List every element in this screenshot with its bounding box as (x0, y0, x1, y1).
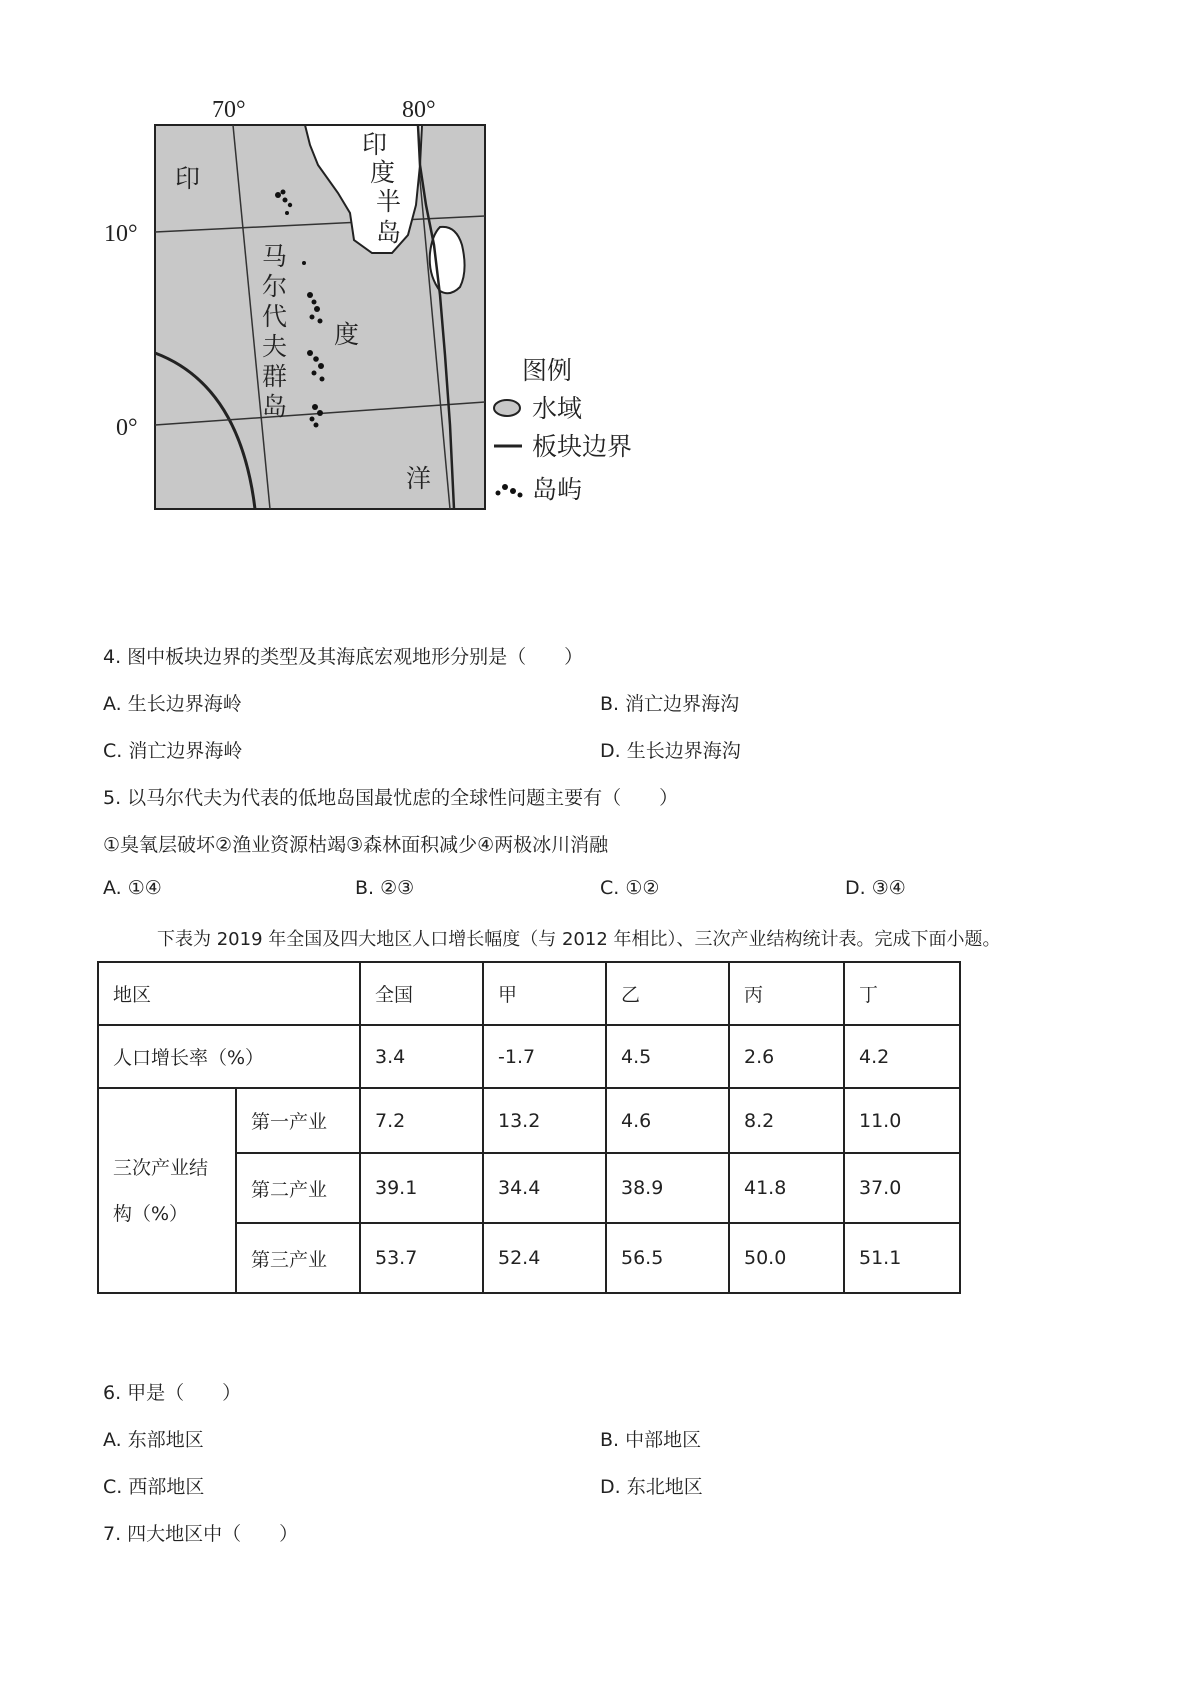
cell-value: 11.0 (844, 1088, 960, 1153)
ocean-char-1: 印 (175, 164, 201, 193)
q6-option-d[interactable]: D. 东北地区 (600, 1476, 703, 1498)
peninsula-char-2: 度 (370, 158, 396, 187)
cell-value: 53.7 (360, 1223, 483, 1293)
q5-option-d[interactable]: D. ③④ (845, 877, 906, 899)
map-legend (494, 356, 632, 504)
cell-value: 41.8 (729, 1153, 844, 1223)
q5-option-b[interactable]: B. ②③ (355, 877, 415, 899)
cell-value: 50.0 (729, 1223, 844, 1293)
legend-title: 图例 (522, 356, 573, 385)
growth-label: 人口增长率（%） (98, 1025, 360, 1088)
map-water-area (155, 125, 485, 509)
lon-label-70: 70° (212, 97, 246, 123)
lat-label-10: 10° (104, 221, 138, 247)
growth-value: 4.2 (844, 1025, 960, 1088)
row-label-tertiary: 第三产业 (236, 1223, 360, 1293)
legend-water-swatch (494, 400, 520, 416)
peninsula-char-1: 印 (362, 130, 388, 159)
cell-value: 34.4 (483, 1153, 606, 1223)
header-col-ding: 丁 (844, 962, 960, 1025)
islands-char-4: 夫 (262, 332, 288, 361)
islands-char-6: 岛 (262, 392, 288, 421)
maldives-map (100, 95, 720, 565)
structure-label (98, 1088, 236, 1293)
growth-value: 2.6 (729, 1025, 844, 1088)
row-label-secondary: 第二产业 (236, 1153, 360, 1223)
structure-label-line1: 三次产业结 (113, 1156, 209, 1179)
legend-islands-label: 岛屿 (532, 475, 583, 504)
q5-option-c[interactable]: C. ①② (600, 877, 660, 899)
cell-value: 51.1 (844, 1223, 960, 1293)
q5-stem: 5. 以马尔代夫为代表的低地岛国最忧虑的全球性问题主要有（ ） (103, 787, 679, 809)
ocean-char-3: 洋 (406, 464, 432, 493)
cell-value: 39.1 (360, 1153, 483, 1223)
header-col-bing: 丙 (729, 962, 844, 1025)
islands-char-1: 马 (262, 242, 288, 271)
cell-value: 7.2 (360, 1088, 483, 1153)
q4-option-c[interactable]: C. 消亡边界海岭 (103, 740, 243, 762)
growth-value: 3.4 (360, 1025, 483, 1088)
legend-water-label: 水域 (532, 394, 583, 423)
q6-stem: 6. 甲是（ ） (103, 1382, 242, 1404)
growth-value: -1.7 (483, 1025, 606, 1088)
header-col-national: 全国 (360, 962, 483, 1025)
row-label-primary: 第一产业 (236, 1088, 360, 1153)
cell-value: 37.0 (844, 1153, 960, 1223)
lon-label-80: 80° (402, 97, 436, 123)
q6-option-b[interactable]: B. 中部地区 (600, 1429, 702, 1451)
q4-option-b[interactable]: B. 消亡边界海沟 (600, 693, 740, 715)
ocean-char-2: 度 (334, 320, 360, 349)
peninsula-char-3: 半 (376, 187, 402, 216)
header-region-label: 地区 (98, 962, 360, 1025)
cell-value: 56.5 (606, 1223, 729, 1293)
table-row-growth (98, 1025, 960, 1088)
legend-boundary-label: 板块边界 (532, 432, 633, 461)
cell-value: 52.4 (483, 1223, 606, 1293)
cell-value: 38.9 (606, 1153, 729, 1223)
table-header-row (98, 962, 960, 1025)
stats-table (97, 961, 961, 1294)
q4-option-a[interactable]: A. 生长边界海岭 (103, 693, 242, 715)
growth-value: 4.5 (606, 1025, 729, 1088)
lat-label-0: 0° (116, 415, 138, 441)
q5-items: ①臭氧层破坏②渔业资源枯竭③森林面积减少④两极冰川消融 (103, 834, 609, 856)
header-col-jia: 甲 (483, 962, 606, 1025)
cell-value: 13.2 (483, 1088, 606, 1153)
table-row-primary (98, 1088, 960, 1153)
structure-label-line2: 构（%） (113, 1202, 189, 1225)
q4-stem: 4. 图中板块边界的类型及其海底宏观地形分别是（ ） (103, 646, 584, 668)
legend-island-swatch (496, 484, 523, 498)
peninsula-char-4: 岛 (376, 218, 402, 247)
q6-option-c[interactable]: C. 西部地区 (103, 1476, 205, 1498)
islands-char-2: 尔 (262, 272, 288, 301)
cell-value: 8.2 (729, 1088, 844, 1153)
header-col-yi: 乙 (606, 962, 729, 1025)
table-intro: 下表为 2019 年全国及四大地区人口增长幅度（与 2012 年相比）、三次产业结构统计表。完成下面小题。 (157, 929, 1001, 950)
cell-value: 4.6 (606, 1088, 729, 1153)
q6-option-a[interactable]: A. 东部地区 (103, 1429, 204, 1451)
q7-stem: 7. 四大地区中（ ） (103, 1523, 299, 1545)
islands-char-5: 群 (262, 362, 288, 391)
q5-option-a[interactable]: A. ①④ (103, 877, 162, 899)
islands-char-3: 代 (262, 302, 288, 331)
q4-option-d[interactable]: D. 生长边界海沟 (600, 740, 741, 762)
